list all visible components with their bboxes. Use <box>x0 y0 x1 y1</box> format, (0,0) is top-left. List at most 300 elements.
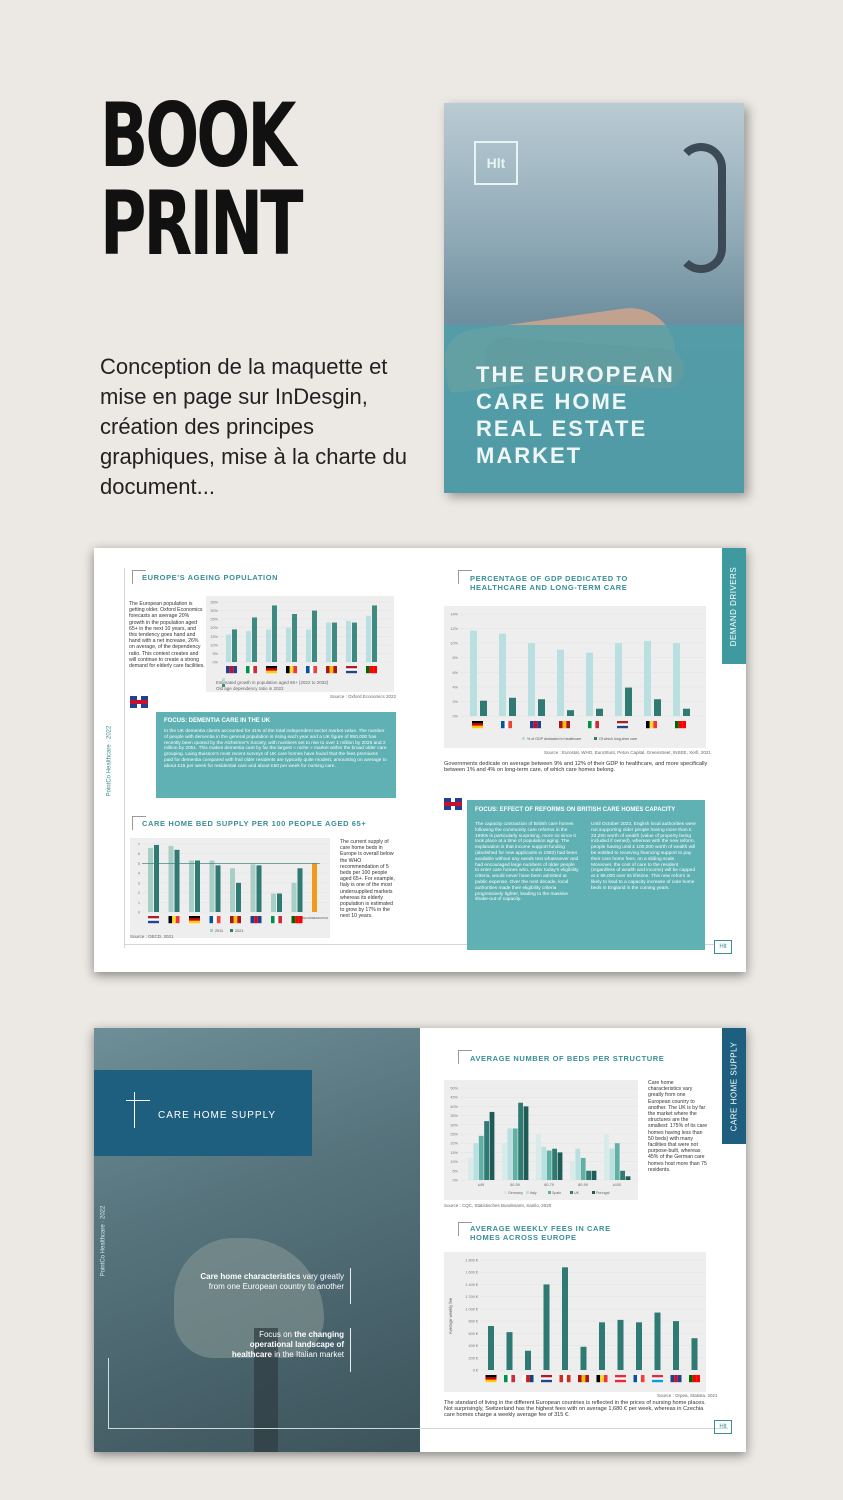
spread-care-home-supply <box>94 1028 746 1452</box>
avg-beds-tick-label: 50% <box>450 1086 458 1091</box>
weekly-fees-tick-label: 1 200 € <box>465 1295 478 1300</box>
beds-tick-label: 0 <box>137 910 140 915</box>
flag-switzerland-icon <box>560 1375 564 1382</box>
avg-beds-bar <box>552 1149 557 1180</box>
flag-spain-icon <box>330 666 334 673</box>
section-tab-label: DEMAND DRIVERS <box>729 566 739 646</box>
beds-bar <box>257 865 262 912</box>
beds-heading: CARE HOME BED SUPPLY PER 100 PEOPLE AGED 65+ <box>142 819 367 828</box>
flag-spain-icon <box>585 1375 589 1382</box>
beds-tick-label: 5 <box>137 861 140 866</box>
avg-beds-legend-swatch <box>548 1191 551 1194</box>
avg-beds-chart <box>444 1080 638 1200</box>
uk-flag-icon <box>444 798 462 810</box>
flag-luxembourg-icon <box>652 1375 663 1377</box>
flag-uk-icon <box>671 1375 675 1382</box>
gdp-caption: Governments dedicate on average between 9% and 12% of their GDP to healthcare, and more specifically between 1% and 4% on long-term care, of which care homes belong. <box>444 761 708 774</box>
flag-spain-icon <box>333 666 337 673</box>
beds-bar <box>298 868 303 912</box>
flag-belgium-icon <box>646 721 650 728</box>
hero-description: Conception de la maquette et mise en page sur InDesgin, création des principes graphiques, mise à la charte du document... <box>100 354 407 499</box>
beds-tick-label: 6 <box>137 852 140 857</box>
weekly-fees-bar <box>581 1347 587 1370</box>
avg-beds-category-label: ≤49 <box>477 1183 485 1187</box>
quote-rule <box>350 1268 351 1304</box>
beds-bar <box>216 865 221 912</box>
flag-france-icon <box>641 1375 645 1382</box>
section-title: CARE HOME SUPPLY <box>158 1110 277 1121</box>
weekly-fees-tick-label: 0 € <box>472 1368 478 1373</box>
flag-france-icon <box>306 666 310 673</box>
flag-italy-icon <box>275 916 279 923</box>
flag-france-icon <box>501 721 505 728</box>
flag-belgium-icon <box>600 1375 604 1382</box>
avg-beds-bar <box>518 1103 523 1180</box>
beds-bar <box>210 861 215 912</box>
avg-beds-bar <box>592 1171 597 1180</box>
flag-italy-icon <box>271 916 275 923</box>
ageing-bar <box>312 611 317 662</box>
flag-portugal-icon <box>370 666 374 673</box>
flag-austria-icon <box>615 1377 626 1379</box>
divider <box>108 1358 109 1428</box>
ageing-bar <box>332 623 337 662</box>
weekly-fees-tick-label: 1 000 € <box>465 1307 478 1312</box>
flag-netherlands-icon <box>346 666 357 668</box>
gdp-chart-svg <box>444 606 706 748</box>
dementia-body: In the UK dementia clients accounted for 41% of the total independent sector market value. The number of people with dementia in the general population is rising each year and a UK figure of 850,000 has recently been quoted by the Alzheimer's Society, with numbers set to rise to over 1 million by 2025 and 2 million by 2051. This makes dementia care by far the largest « niche » market within the broad older care grouping. Laing Buisson's most recent surveys of UK care homes have found that the fees premiums paid for dementia compared with frail older residents are typically quite modest, amounting on average to about £15 per week for residential care and about £50 per week for nursing care. <box>164 729 387 769</box>
beds-bar <box>175 850 180 912</box>
gdp-bar <box>470 631 477 716</box>
ageing-chart <box>206 596 394 692</box>
avg-beds-bar <box>581 1158 586 1180</box>
beds-bar <box>189 861 194 912</box>
weekly-fees-bar <box>692 1338 698 1370</box>
gdp-bar <box>596 709 603 716</box>
ageing-bar <box>366 616 371 662</box>
ageing-source: Source : Oxford Economics 2022 <box>330 694 397 699</box>
beds-bar <box>230 868 235 912</box>
flag-france-icon <box>634 1375 638 1382</box>
avg-beds-tick-label: 15% <box>450 1150 458 1155</box>
avg-beds-legend-label: Italy <box>530 1191 537 1195</box>
cover-title-line: REAL ESTATE <box>476 416 648 441</box>
flag-netherlands-icon <box>148 918 159 920</box>
side-label: PointCo Healthcare · 2022 <box>106 725 113 797</box>
beds-legend-label: 2011 <box>215 929 224 933</box>
ageing-tick-label: 25% <box>210 617 218 622</box>
flag-czechia-icon <box>530 1375 534 1382</box>
gdp-legend-label: % of GDP dedicated to healthcare <box>527 737 582 741</box>
flag-netherlands-icon <box>541 1380 552 1382</box>
ageing-tick-label: 20% <box>210 626 218 631</box>
divider <box>108 1428 728 1429</box>
avg-beds-category-label: 50-59 <box>510 1183 520 1187</box>
ageing-tick-label: 5% <box>212 651 218 656</box>
avg-beds-bar <box>536 1134 541 1180</box>
avg-beds-text: Care home characteristics vary greatly from one European country to another. The UK is by far the market where the structures are the smallest: 175% of its care homes having less than 50 beds) with many facilities that were not purpose-built, whereas 45% of the German care homes host more than 75 residents. <box>648 1080 708 1173</box>
flag-netherlands-icon <box>541 1375 552 1377</box>
avg-beds-bar <box>547 1151 552 1180</box>
beds-bar <box>292 883 297 912</box>
avg-beds-legend-label: Germany <box>508 1191 523 1195</box>
flag-uk-icon <box>258 916 262 923</box>
avg-beds-heading: AVERAGE NUMBER OF BEDS PER STRUCTURE <box>470 1054 665 1063</box>
gdp-chart <box>444 606 706 748</box>
flag-france-icon <box>217 916 221 923</box>
flag-netherlands-icon <box>617 721 628 723</box>
beds-chart <box>130 838 330 938</box>
avg-beds-bar <box>541 1147 546 1180</box>
flag-spain-icon <box>237 916 241 923</box>
avg-beds-chart-svg <box>444 1080 638 1200</box>
flag-luxembourg-icon <box>652 1377 663 1379</box>
hero-title-line1: BOOK <box>100 84 294 187</box>
flag-germany-icon <box>472 721 483 723</box>
reforms-col2: Until October 2023, English local authorities were not supporting older people having more than £ 23,250 worth of wealth (value of property being included if owned), whereas with the new reform, people having until £ 100,000 worth of wealth will be entitled to receiving financing support to pay their care home fees, on a sliding scale. Moreover, the cost of care to the resident (regardless of wealth and income) will be capped at £ 86,000 over its lifetime. This new reform is likely to lead to a capacity increase of care home beds in England in the coming years. <box>591 822 696 891</box>
avg-beds-category-label: 60-79 <box>544 1183 554 1187</box>
flag-france-icon <box>313 666 317 673</box>
flag-netherlands-icon <box>148 916 159 918</box>
reforms-heading: FOCUS: EFFECT OF REFORMS ON BRITISH CARE HOMES CAPACITY <box>475 807 676 813</box>
quote-1-text: vary greatly from one European country to another <box>208 1272 344 1291</box>
flag-uk-icon <box>226 666 230 673</box>
avg-beds-legend-label: Portugal <box>596 1191 610 1195</box>
cover-logo: Hlt <box>474 141 518 185</box>
gdp-bar <box>683 709 690 716</box>
avg-beds-bar <box>604 1134 609 1180</box>
ageing-bar <box>272 605 277 662</box>
beds-tick-label: 7 <box>137 842 140 847</box>
ageing-bar <box>372 605 377 662</box>
avg-beds-tick-label: 5% <box>452 1169 458 1174</box>
flag-italy-icon <box>592 721 596 728</box>
beds-chart-svg <box>130 838 330 938</box>
hero-title <box>100 84 301 275</box>
weekly-fees-source: Source : Orpea, Statista, 2021 <box>657 1393 718 1398</box>
flag-spain-icon <box>566 721 570 728</box>
avg-beds-legend-label: Spain <box>552 1191 562 1195</box>
flag-belgium-icon <box>176 916 180 923</box>
ageing-heading: EUROPE'S AGEING POPULATION <box>142 573 279 582</box>
flag-belgium-icon <box>286 666 290 673</box>
ageing-legend-1: Estimated growth in population aged 65+ (2022 to 2032) <box>216 680 329 685</box>
flag-france-icon <box>310 666 314 673</box>
gdp-tick-label: 0% <box>452 714 458 719</box>
ageing-tick-label: 35% <box>210 600 218 605</box>
weekly-fees-tick-label: 1 800 € <box>465 1258 478 1263</box>
weekly-fees-chart <box>444 1252 706 1392</box>
stethoscope-illustration <box>676 143 726 273</box>
beds-bar <box>169 846 174 912</box>
flag-netherlands-icon <box>617 723 628 725</box>
flag-germany-icon <box>486 1375 497 1377</box>
ageing-chart-svg <box>206 596 394 692</box>
avg-beds-tick-label: 20% <box>450 1141 458 1146</box>
avg-beds-tick-label: 10% <box>450 1160 458 1165</box>
quote-2-bold: the changing operational landscape of healthcare <box>231 1330 344 1359</box>
gdp-legend-swatch <box>594 737 597 740</box>
avg-beds-bar <box>558 1152 563 1180</box>
flag-luxembourg-icon <box>652 1380 663 1382</box>
weekly-fees-tick-label: 1 400 € <box>465 1282 478 1287</box>
weekly-fees-caption: The standard of living in the different European countries is reflected in the prices of nursing home places. Not surprisingly, Switzerland has the highest fees with on average 1,680 € per week, whereas in Czechia care homes charge a weekly average fee of 315 €. <box>444 1400 706 1419</box>
flag-uk-icon <box>230 666 234 673</box>
gdp-heading <box>470 574 628 592</box>
flag-belgium-icon <box>653 721 657 728</box>
ageing-legend-2: Old age dependency ratio in 2022 <box>216 686 284 691</box>
section-tab-label: CARE HOME SUPPLY <box>729 1041 739 1131</box>
beds-legend-swatch <box>210 929 213 932</box>
weekly-fees-bar <box>525 1351 531 1370</box>
ageing-bar <box>352 623 357 662</box>
beds-bar <box>148 848 153 912</box>
footer-logo: Hlt <box>714 940 732 954</box>
flag-germany-icon <box>472 726 483 728</box>
avg-beds-bar <box>479 1136 484 1180</box>
weekly-fees-bar <box>544 1284 550 1370</box>
beds-bar <box>195 861 200 912</box>
weekly-fees-heading-line1: AVERAGE WEEKLY FEES IN CARE <box>470 1224 611 1233</box>
weekly-fees-tick-label: 800 € <box>468 1319 478 1324</box>
flag-france-icon <box>637 1375 641 1382</box>
beds-bar <box>251 864 256 912</box>
ageing-bar <box>326 623 331 662</box>
ageing-bar <box>226 635 231 662</box>
gdp-legend-swatch <box>522 737 525 740</box>
flag-france-icon <box>210 916 214 923</box>
flag-germany-icon <box>189 916 200 918</box>
beds-bar <box>154 845 159 912</box>
ageing-tick-label: 30% <box>210 609 218 614</box>
flag-netherlands-icon <box>541 1377 552 1379</box>
weekly-fees-heading-line2: HOMES ACROSS EUROPE <box>470 1233 577 1242</box>
avg-beds-tick-label: 40% <box>450 1104 458 1109</box>
side-label: PointCo Healthcare · 2022 <box>100 1205 107 1277</box>
weekly-fees-bar <box>562 1267 568 1370</box>
gdp-bar <box>528 643 535 716</box>
avg-beds-legend-swatch <box>504 1191 507 1194</box>
gdp-tick-label: 2% <box>452 699 458 704</box>
avg-beds-bar <box>490 1112 495 1180</box>
dementia-focus-box <box>156 712 396 798</box>
uk-flag-icon <box>130 696 148 708</box>
flag-france-icon <box>213 916 217 923</box>
flag-czechia-icon <box>523 1375 527 1382</box>
avg-beds-bar <box>507 1128 512 1180</box>
reforms-col1: The capacity contraction of British care homes following the community care reforms in the 1990s is particularly surprising, more so since it took place at a time of population aging. The explanation is that income support funding (abolished for new applicants in 1993) had been available without any needs test whatsoever and had encouraged large numbers of older people to enter care homes who, under today's eligibility criteria, would never have been admitted at public expense. Over the next decade, local authorities made their eligibility criteria progressively tighter, leading to the massive shake-out of capacity. <box>475 822 579 903</box>
gdp-tick-label: 4% <box>452 685 458 690</box>
flag-belgium-icon <box>293 666 297 673</box>
gdp-legend-label: Of which long-term care <box>599 737 638 741</box>
cover-title <box>476 361 716 469</box>
gdp-source: Source : Eurostat, WHO, EuroStunt, Peton Capital, Greenstreet, INSEE, Xerfi, 2021 <box>544 750 711 755</box>
flag-portugal-icon <box>682 721 686 728</box>
weekly-fees-heading <box>470 1224 611 1242</box>
avg-beds-bar <box>575 1149 580 1180</box>
avg-beds-tick-label: 0% <box>452 1178 458 1183</box>
cover-title-line: THE EUROPEAN <box>476 362 675 387</box>
ageing-bar <box>306 629 311 662</box>
flag-italy-icon <box>253 666 257 673</box>
flag-germany-icon <box>189 918 200 920</box>
gdp-bar <box>625 688 632 716</box>
spread-demand-drivers <box>94 548 746 972</box>
flag-portugal-icon <box>366 666 370 673</box>
gdp-bar <box>538 699 545 716</box>
weekly-fees-tick-label: 1 600 € <box>465 1270 478 1275</box>
beds-text: The current supply of care home beds in Europe is overall below the WHO recommendation of 5 beds per 100 people aged 65+. For example, Italy is one of the most undersupplied markets whereas its elderly population is estimated to grow by 17% in the next 10 years. <box>340 839 395 920</box>
flag-portugal-icon <box>675 721 679 728</box>
ageing-tick-label: 15% <box>210 634 218 639</box>
quote-2-post: in the Italian market <box>274 1350 344 1359</box>
divider <box>124 568 125 948</box>
flag-germany-icon <box>486 1377 497 1379</box>
flag-austria-icon <box>615 1380 626 1382</box>
flag-spain-icon <box>563 721 567 728</box>
gdp-bar <box>557 650 564 716</box>
flag-spain-icon <box>234 916 238 923</box>
flag-uk-icon <box>254 916 258 923</box>
flag-netherlands-icon <box>148 921 159 923</box>
ageing-bar <box>252 617 257 662</box>
flag-spain-icon <box>230 916 234 923</box>
flag-belgium-icon <box>172 916 176 923</box>
beds-tick-label: 3 <box>137 881 140 886</box>
flag-austria-icon <box>615 1375 626 1377</box>
weekly-fees-bar <box>599 1322 605 1370</box>
gdp-heading-line2: HEALTHCARE AND LONG-TERM CARE <box>470 583 628 592</box>
flag-portugal-icon <box>689 1375 693 1382</box>
flag-czechia-icon <box>526 1375 530 1382</box>
flag-portugal-icon <box>696 1375 700 1382</box>
avg-beds-bar <box>502 1143 507 1180</box>
book-cover <box>444 103 744 493</box>
flag-uk-icon <box>251 916 255 923</box>
beds-bar <box>312 863 317 912</box>
flag-spain-icon <box>559 721 563 728</box>
gdp-bar <box>654 699 661 716</box>
flag-germany-icon <box>266 671 277 673</box>
flag-belgium-icon <box>604 1375 608 1382</box>
accent-line <box>134 1092 135 1128</box>
weekly-fees-chart-svg <box>444 1252 706 1392</box>
flag-belgium-icon <box>290 666 294 673</box>
flag-netherlands-icon <box>346 671 357 673</box>
avg-beds-bar <box>615 1143 620 1180</box>
flag-italy-icon <box>504 1375 508 1382</box>
gdp-tick-label: 14% <box>450 612 458 617</box>
flag-italy-icon <box>511 1375 515 1382</box>
flag-germany-icon <box>189 921 200 923</box>
flag-uk-icon <box>674 1375 678 1382</box>
beds-bar <box>236 883 241 912</box>
weekly-fees-bar <box>636 1322 642 1370</box>
avg-beds-category-label: 80-99 <box>578 1183 588 1187</box>
flag-spain-icon <box>578 1375 582 1382</box>
flag-uk-icon <box>678 1375 682 1382</box>
weekly-fees-tick-label: 600 € <box>468 1331 478 1336</box>
flag-france-icon <box>505 721 509 728</box>
gdp-heading-line1: PERCENTAGE OF GDP DEDICATED TO <box>470 574 628 583</box>
flag-portugal-icon <box>679 721 683 728</box>
beds-legend-swatch <box>230 929 233 932</box>
gdp-bar <box>480 701 487 716</box>
avg-beds-source: Source : CQC, Statistisches Bundesamt, Sanilo, 2020 <box>444 1203 552 1208</box>
flag-spain-icon <box>582 1375 586 1382</box>
flag-netherlands-icon <box>346 668 357 670</box>
flag-italy-icon <box>595 721 599 728</box>
flag-italy-icon <box>278 916 282 923</box>
flag-france-icon <box>508 721 512 728</box>
weekly-fees-bar <box>655 1313 661 1370</box>
flag-germany-icon <box>266 668 277 670</box>
ageing-bar <box>286 628 291 662</box>
gdp-bar <box>673 643 680 716</box>
gdp-bar <box>509 698 516 716</box>
flag-spain-icon <box>326 666 330 673</box>
flag-portugal-icon <box>693 1375 697 1382</box>
avg-beds-tick-label: 45% <box>450 1095 458 1100</box>
flag-belgium-icon <box>169 916 173 923</box>
quote-1 <box>190 1272 344 1292</box>
quote-2 <box>214 1330 344 1360</box>
quote-1-bold: Care home characteristics <box>200 1272 301 1281</box>
section-tab <box>722 548 746 664</box>
avg-beds-bar <box>513 1128 518 1180</box>
avg-beds-bar <box>609 1149 614 1180</box>
ageing-tick-label: 0% <box>212 660 218 665</box>
avg-beds-bar <box>620 1171 625 1180</box>
flag-uk-icon <box>233 666 237 673</box>
section-title-box <box>94 1070 312 1156</box>
weekly-fees-bar <box>673 1321 679 1370</box>
ageing-text: The European population is getting older. Oxford Economics forecasts an average 20% growth in the population aged 65+ in the next 10 years, and this tendency goes hand and hand with a net increase, 26% on average, of the dependency ratio. This context creates and will continue to create a strong demand for elderly care facilities. <box>129 601 205 670</box>
beds-bar <box>271 894 276 912</box>
flag-portugal-icon <box>373 666 377 673</box>
cover-title-line: CARE HOME <box>476 389 629 414</box>
beds-tick-label: 2 <box>137 891 140 896</box>
ageing-bar <box>232 629 237 662</box>
flag-netherlands-icon <box>617 726 628 728</box>
flag-switzerland-icon <box>567 1375 571 1382</box>
section-tab <box>722 1028 746 1144</box>
gdp-bar <box>499 634 506 716</box>
avg-beds-tick-label: 25% <box>450 1132 458 1137</box>
weekly-fees-tick-label: 400 € <box>468 1344 478 1349</box>
gdp-tick-label: 8% <box>452 656 458 661</box>
beds-tick-label: 4 <box>137 871 140 876</box>
gdp-bar <box>615 643 622 716</box>
quote-2-pre: Focus on <box>259 1330 292 1339</box>
flag-germany-icon <box>266 666 277 668</box>
flag-germany-icon <box>472 723 483 725</box>
gdp-bar <box>567 710 574 716</box>
who-recommendation-label: WHO RECOMMENDATION <box>293 916 329 920</box>
avg-beds-bar <box>626 1176 631 1180</box>
flag-italy-icon <box>588 721 592 728</box>
avg-beds-bar <box>473 1143 478 1180</box>
dementia-heading: FOCUS: DEMENTIA CARE IN THE UK <box>164 718 271 724</box>
avg-beds-legend-label: UK <box>574 1191 579 1195</box>
accent-line <box>126 1100 150 1101</box>
ageing-bar <box>266 629 271 662</box>
beds-tick-label: 1 <box>137 900 140 905</box>
ageing-bar <box>346 621 351 662</box>
weekly-fees-bar <box>507 1332 513 1370</box>
footer-logo: Hlt <box>714 1420 732 1434</box>
beds-bar <box>277 894 282 912</box>
